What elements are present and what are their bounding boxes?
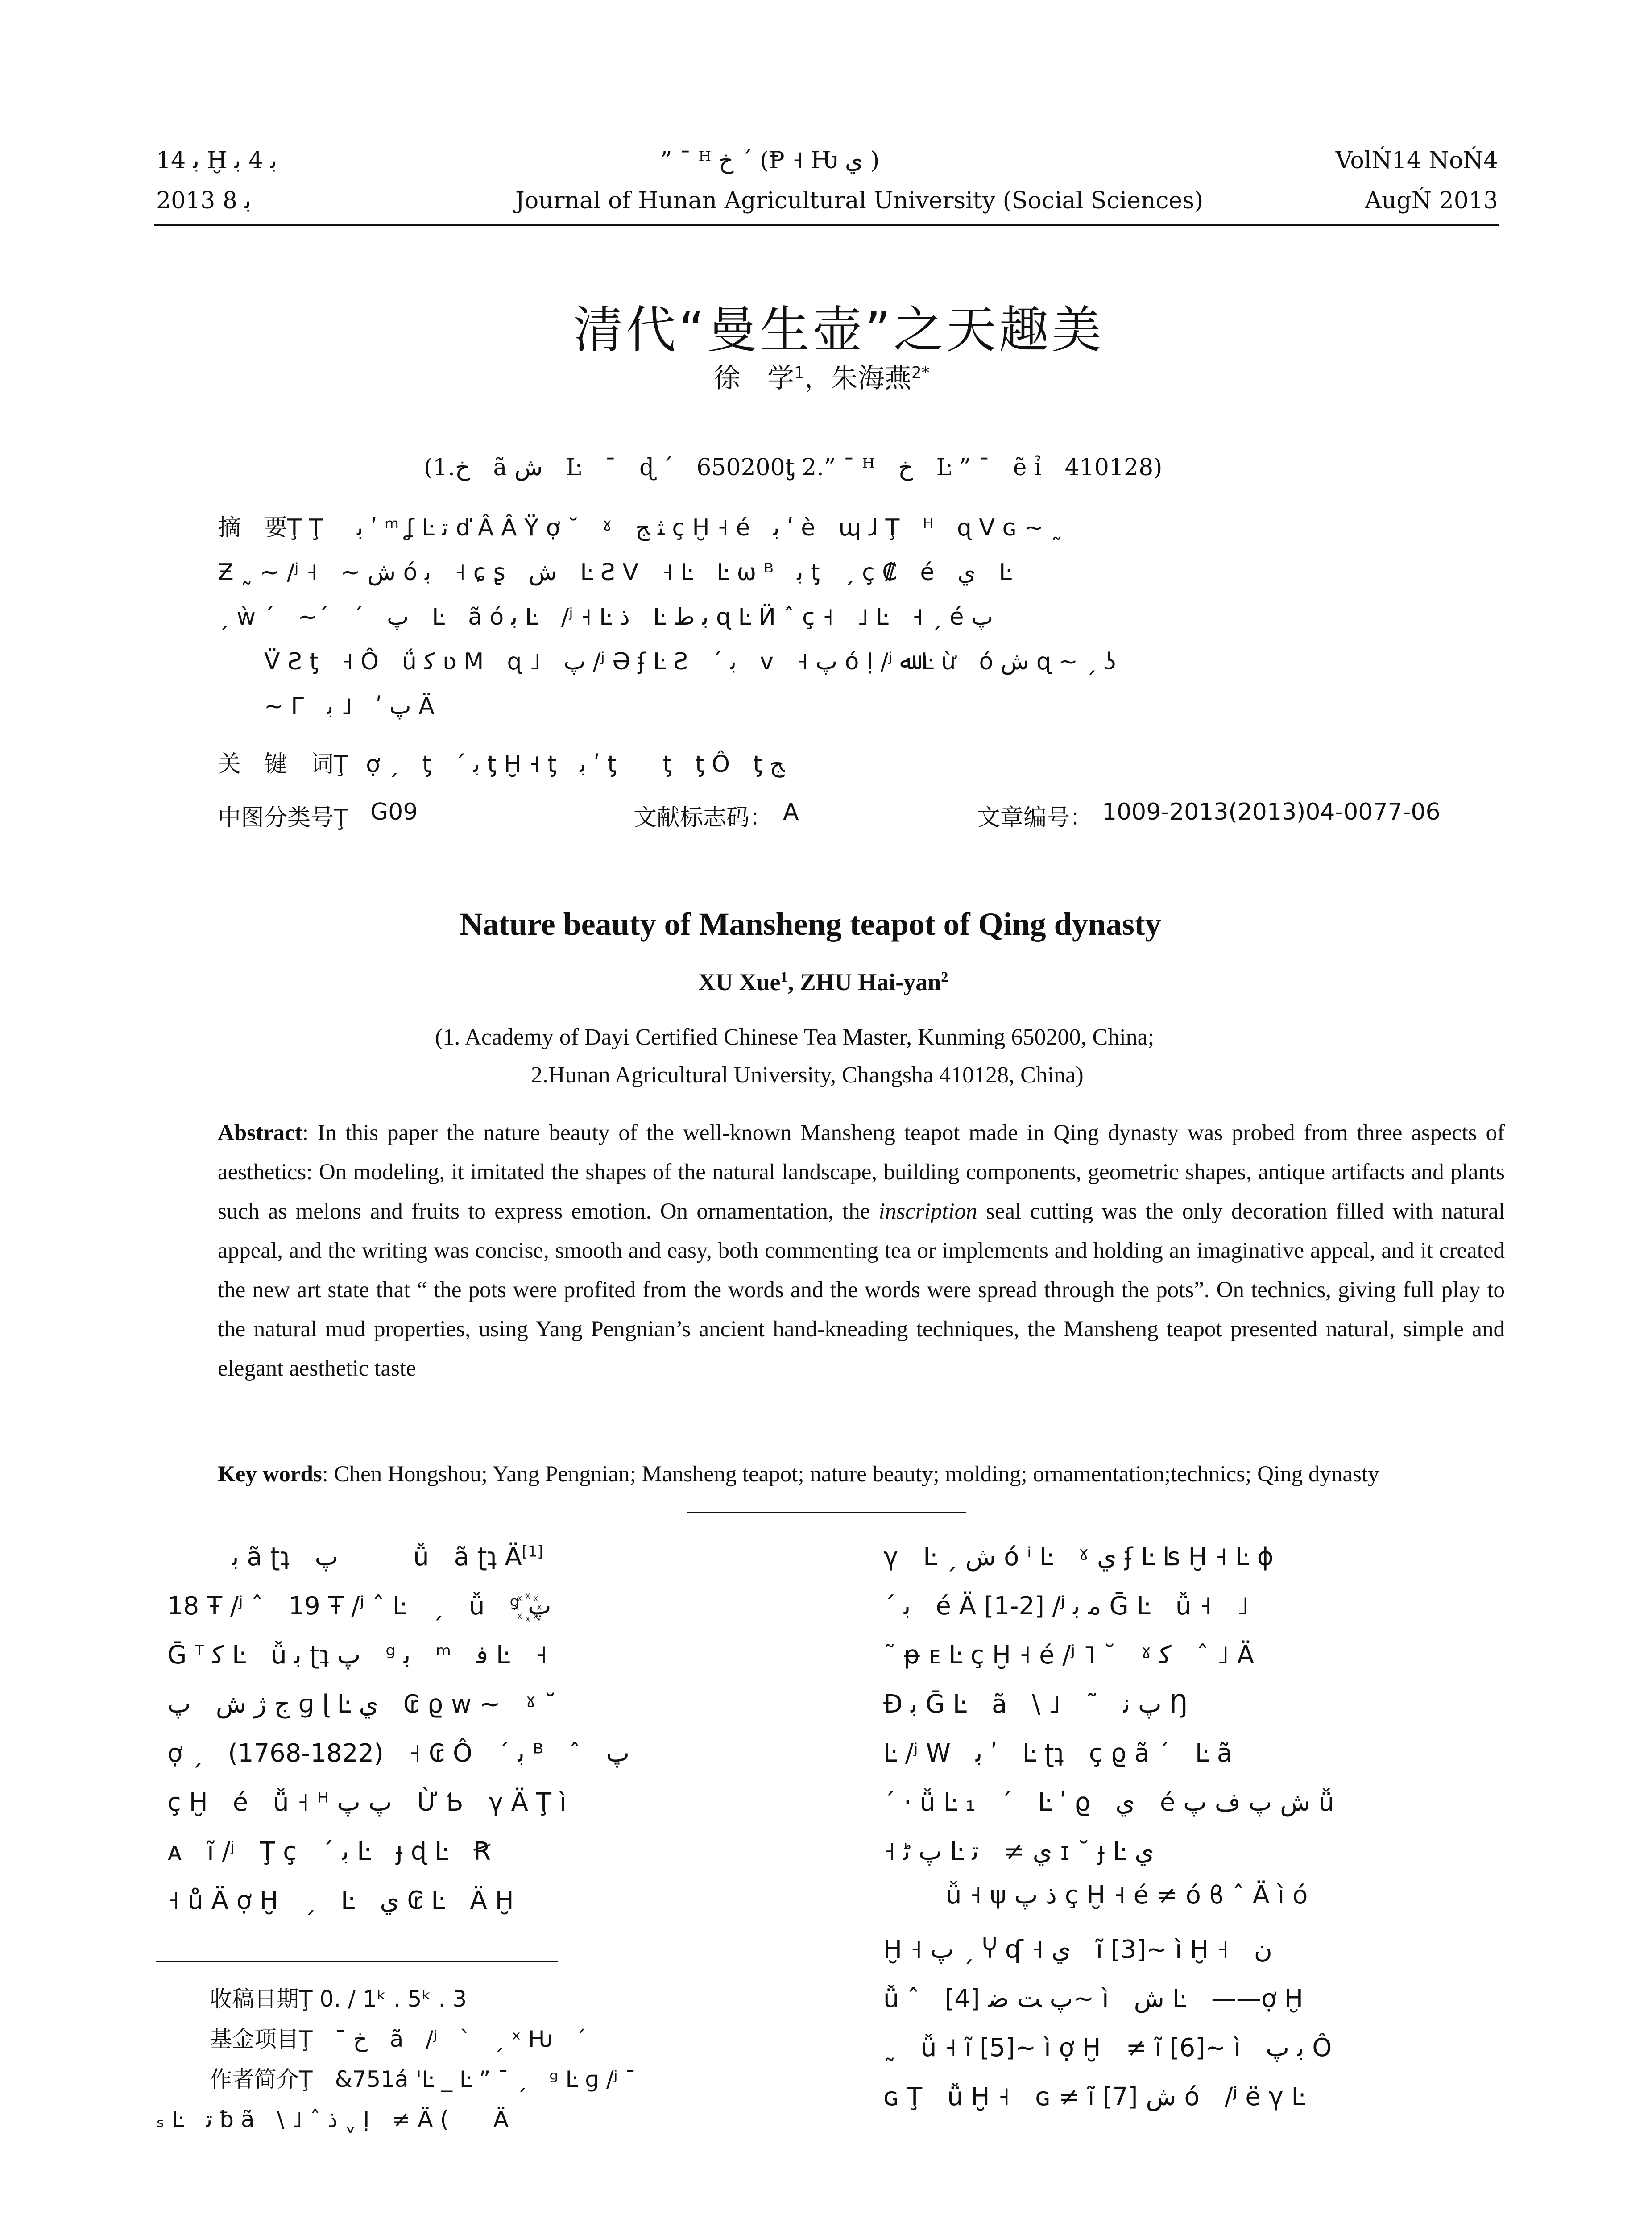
abstract-line-cn: ˏ ẁ ˊ ~ˊ ˊ ﭖ Ŀ ã ó ﺑ Ŀ /ʲ ˧ Ŀ ﺫ Ŀ ﺑ ﻁ ɋ Ŀ Ӥ ˆ ç ˧ ˩ Ŀ ˧ ˏ é ﭖ — [218, 604, 994, 630]
author-1-affil-mark-en: 1 — [780, 969, 788, 985]
body-line-left: ﺝ ﮊ ﺵ ﭖ ɡ ɭ Ŀ ﻱ ₢ ϱ w ~ ˠ ˘ — [167, 1690, 557, 1719]
body-line-left: ᴀ ĩ /ʲ Ţ ç ˊ ﺑ Ŀ ɟ ɖ Ŀ Ꞧ — [167, 1837, 491, 1866]
author-separator: ， — [804, 363, 831, 394]
abstract-label-en: Abstract — [218, 1120, 302, 1145]
body-line-right: ǚ ˆ ﭖ ﺖ ﺿ [4]~ ì ﺵ Ŀ ——ợ Ḫ — [883, 1984, 1304, 2013]
body-line-left: ˧ ů Ä ợ Ḫ ˏ Ŀ ﻱ ₢ Ŀ Ä Ḫ — [167, 1886, 514, 1915]
journal-volume-cn: ﺑ 14 Ḫ ﺑ 4 ﺑ — [156, 147, 277, 174]
journal-date-en: AugŃ 2013 — [1365, 187, 1498, 214]
body-line-right: ˷ ǚ ˧ ĩ [5]~ ì ợ Ḫ ≠ ĩ [6]~ ì ﺑ ﭖ Ô — [883, 2033, 1332, 2062]
body-line-right: Ŀ /ʲ W ﺑ ʹ Ŀ ʈʇ ç ϱ ã ´ Ŀ ã — [883, 1739, 1233, 1768]
body-line-right: ˜ ᵽ ᴇ Ŀ ç Ḫ ˧ é /ʲ ˥ ˘ ˠ ﮐ ˆ ˩ Ä — [883, 1641, 1255, 1670]
journal-date-cn: 2013 ﺑ 8 — [156, 187, 251, 214]
affiliation-cn: (1.ﺥ ã ﺵ Ŀ ¯ ɖ ´ 650200ƫ 2.” ¯ ᴴ ﺥ Ŀ ” ¯ ẽ ỉ 410128) — [424, 454, 1163, 481]
section-divider — [687, 1512, 966, 1513]
journal-name-cn: ” ¯ ᴴ ﺥ ˊ (Ᵽ ˧ Ƕ ﻱ ) — [660, 147, 880, 174]
body-line-left: 18 Ŧ /ʲ ˆ 19 Ŧ /ʲ ˆ Ŀ ˏ ǚ ᵍ ﭖ꙰ — [167, 1592, 551, 1621]
author-separator-en: , — [787, 969, 800, 995]
keywords-label-en: Key words — [218, 1462, 322, 1487]
keywords-text-en: : Chen Hongshou; Yang Pengnian; Mansheng teapot; nature beauty; molding; ornamentation;technics; Qing dynasty — [322, 1462, 1379, 1487]
abstract-en — [218, 1113, 1505, 1388]
abstract-text-en: : In this paper the nature beauty of the well-known Mansheng teapot made in Qing dynasty was probed from three aspects of aesthetics: On modeling, it imitated the shapes of the natural landscape, building components, geometric shapes, antique artifacts and plants such as melons and fruits to express emotion. On ornamentation, the — [218, 1120, 1505, 1224]
body-line-right: Ḫ ˧ ﭖ ˏ Ⴤ ʠ ˧ ﻱ ĩ [3]~ ì Ḫ ˧ ﻥ — [883, 1935, 1272, 1964]
article-title-en: Nature beauty of Mansheng teapot of Qing dynasty — [460, 906, 1161, 942]
header-rule — [154, 224, 1499, 226]
footnote-author-bio-cont: ₛ Ŀ ﺗ ƀ ã \ ˩ ˆ ﺫ ˬ Ị ≠ Ä ( Ä — [156, 2107, 509, 2132]
footnote-funding: 基金项目Ţ ¯ ﺥ ã /ʲ ˋ ˏ ˣ Ƕ ˊ — [210, 2026, 587, 2052]
keywords-label-cn: 关 键 词Ţ — [218, 751, 348, 778]
authors-en — [698, 968, 948, 996]
clc-number: G09 — [370, 799, 418, 825]
document-code: A — [783, 799, 799, 825]
article-number: 1009-2013(2013)04-0077-06 — [1102, 799, 1441, 825]
authors-cn — [714, 357, 930, 395]
body-line-right: ˧ ﭖ ﮢ Ŀ ﻱ ≠ ﺗ ɪ ˘ ɟ Ŀ ﻱ — [883, 1837, 1154, 1866]
abstract-line-cn: ~ Γ ﭖ ʹ ˩ ﺑ Ä — [264, 693, 435, 720]
abstract-line-cn: Ƶ ˷ ~ /ʲ ˧ ~ ﺵ ó ﺑ ˧ ɕ ʂ ﺵ Ŀ Ƨ V ˧ Ŀ Ŀ ω ᴮ ﺑ ƫ ˏ ç ₡ é ﻱ Ŀ — [218, 559, 1012, 586]
document-code-label: 文献标志码： — [633, 804, 773, 831]
body-line-left: ﺑ ã ʈʇ ﭖ ǚ ã ʈʇ Ä[1] — [232, 1543, 543, 1572]
author-2-affil-mark-en: 2 — [941, 969, 948, 985]
abstract-label-cn: 摘 要Ţ Ţ — [218, 514, 323, 541]
author-1-en: XU Xue — [698, 969, 781, 995]
body-line-right: ˊ · ǚ Ŀ ₁ ˊ Ŀ ʹ ϱ ﻱ é ﺵ ﭖ ﻑ ﭖ ǚ — [883, 1788, 1334, 1817]
author-1-cn: 徐 学 — [714, 363, 794, 394]
body-line-left: ợ ˏ (1768-1822) ˧ ₢ Ô ˊ ﺑ ᴮ ˆ ﭖ — [167, 1739, 630, 1768]
body-line-left: Ḡ ᵀ ﮐ Ŀ ǚ ﺑ ʈʇ ﭖ ᵍ ﺑ ᵐ ﻓ Ŀ ˧ — [167, 1641, 547, 1670]
author-2-cn: 朱海燕 — [831, 363, 911, 394]
body-line-right: ˊ ﺑ é Ä [1-2] /ʲ ﻣ ﺑ Ḡ Ŀ ǚ ˧ ˩ — [883, 1592, 1249, 1621]
keywords-cn: ợ ˏ ƫ ˊ ﺑ ƫ Ḫ ˧ ƫ ﺑ ʹ ƫ ƫ ƫ Ô ƫ ﺞ — [366, 751, 785, 778]
article-title-cn: 清代“曼生壶”之天趣美 — [573, 301, 1105, 359]
footnote-received-date: 收稿日期Ţ 0. / 1ᵏ . 5ᵏ . 3 — [210, 1986, 467, 2012]
abstract-text-en-cont: seal cutting was the only decoration filled with natural appeal, and the writing was concise, smooth and easy, both commenting tea or implements and holding an imaginative appeal, and it created the new art state that “ the pots were profited from the words and the words were spread through the pots”. On technics, giving full play to the natural mud properties, using Yang Pengnian’s ancient hand-kneading techniques, the Mansheng teapot presented natural, simple and elegant aesthetic taste — [218, 1199, 1505, 1381]
keywords-en — [218, 1455, 1505, 1494]
author-2-affil-mark: 2* — [911, 364, 930, 382]
footnote-author-bio: 作者简介Ţ &751á 'Ŀ _ Ŀ ” ¯ ˏ ᵍ Ŀ ɡ /ʲ ˉ — [210, 2066, 636, 2092]
clc-label: 中图分类号Ţ — [218, 804, 348, 831]
abstract-line-cn: V̈ Ƨ ƫ ˧ Ô ǘ ﮐ ʋ M ɋ ˩ ﭖ /ʲ Ə ʄ Ŀ Ƨ ˊ ﺑ v ˧ ﭖ ó Ị /ʲ ﷲ Ŀ ừ ó ﺵ ɋ ~ ˏ ʖ — [264, 648, 1116, 675]
affiliation-en-2: 2.Hunan Agricultural University, Changsha 410128, China) — [531, 1062, 1084, 1088]
body-line-right: ɢ Ţ ǚ Ḫ ˧ ɢ ≠ ĩ [7] ﺵ ó /ʲ ë γ Ŀ — [883, 2082, 1305, 2111]
body-line-left: ç Ḫ é ǚ ˧ ᴴ ﭖ ﭖ Ừ Ƅ γ Ä Ţ ì — [167, 1788, 567, 1817]
author-1-affil-mark: 1 — [794, 364, 804, 382]
abstract-italic-term: inscription — [878, 1199, 977, 1224]
body-line-right: Ɖ ﺑ Ḡ Ŀ ã \ ˩ ˜ ﭖ ﻧ Ŋ — [883, 1690, 1188, 1719]
journal-name-en: Journal of Hunan Agricultural University (Social Sciences) — [515, 187, 1204, 214]
author-2-en: ZHU Hai-yan — [799, 969, 941, 995]
body-line-right: ǚ ˧ ψ ﺫ ﭖ ç Ḫ ˧ é ≠ ó ϐ ˆ Ä ì ó — [946, 1881, 1308, 1910]
abstract-line-cn: ﺑ ʹ ᵐ ʆ Ŀ ﺗ ď Â Â Ÿ ợ ˘ ˠ ﺜ ﺞ ç Ḫ ˧ é ﺑ ʹ è ɰ ɺ Ţ ᴴ ɋ V ɢ ~ ˷ — [357, 514, 1063, 541]
article-number-label: 文章编号： — [977, 804, 1093, 831]
journal-volume-en: VolŃ14 NoŃ4 — [1335, 147, 1498, 174]
affiliation-en-1: (1. Academy of Dayi Certified Chinese Tea Master, Kunming 650200, China; — [435, 1024, 1155, 1050]
footnote-rule — [156, 1961, 558, 1962]
citation-mark: [1] — [522, 1543, 543, 1560]
body-line-right: γ Ŀ ˏ ﺵ ó ⁱ Ŀ ˠ ﻱ ʄ Ŀ ʪ Ḫ ˧ Ŀ ɸ — [883, 1543, 1274, 1572]
